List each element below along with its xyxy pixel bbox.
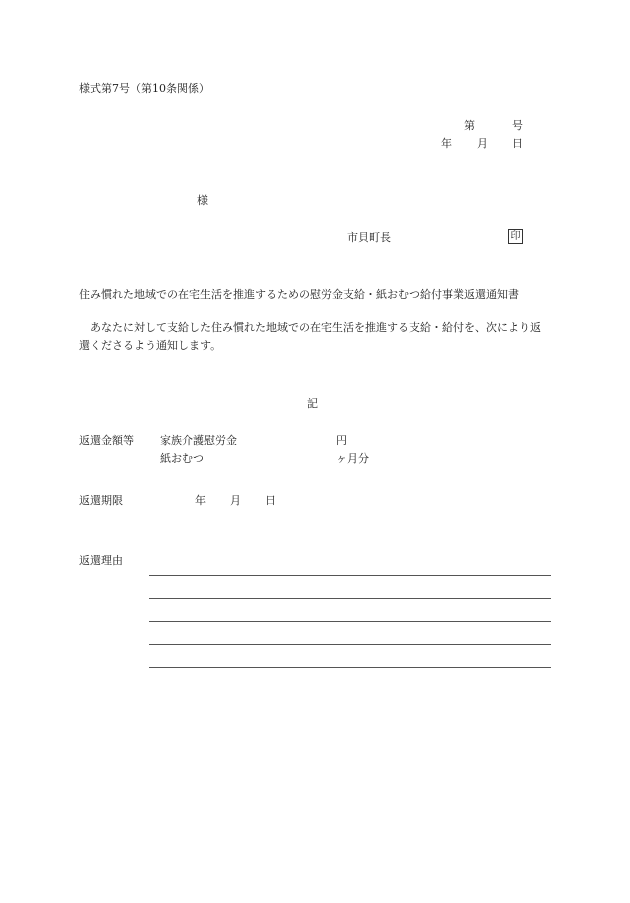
issuer-name: 市貝町長 [347,231,391,244]
refund-item-unit: ヶ月分 [336,452,369,465]
reason-writing-line [149,598,551,599]
document-number-prefix: 第 [464,119,475,132]
document-number-suffix: 号 [512,119,523,132]
refund-item-name: 紙おむつ [160,452,204,465]
document-title: 住み慣れた地域での在宅生活を推進するための慰労金支給・紙おむつ給付事業返還通知書 [79,288,519,301]
refund-item-name: 家族介護慰労金 [160,434,237,447]
refund-amount-label: 返還金額等 [79,434,134,447]
issue-date-year: 年 [441,137,452,150]
reason-writing-line [149,575,551,576]
issue-date-day: 日 [512,137,523,150]
form-number-label: 様式第7号（第10条関係） [79,82,210,95]
issue-date-month: 月 [477,137,488,150]
addressee-honorific: 様 [197,194,208,207]
official-seal-mark: 印 [508,229,523,244]
refund-deadline-month: 月 [230,494,241,507]
reason-writing-line [149,667,551,668]
reason-writing-line [149,644,551,645]
refund-reason-label: 返還理由 [79,554,123,567]
refund-deadline-year: 年 [195,494,206,507]
notice-body: あなたに対して支給した住み慣れた地域での在宅生活を推進する支給・給付を、次により返還くださるよう通知します。 [79,321,541,352]
refund-deadline-label: 返還期限 [79,494,123,507]
reason-writing-line [149,621,551,622]
refund-deadline-day: 日 [265,494,276,507]
refund-item-unit: 円 [336,434,347,447]
ki-marker: 記 [307,397,318,410]
